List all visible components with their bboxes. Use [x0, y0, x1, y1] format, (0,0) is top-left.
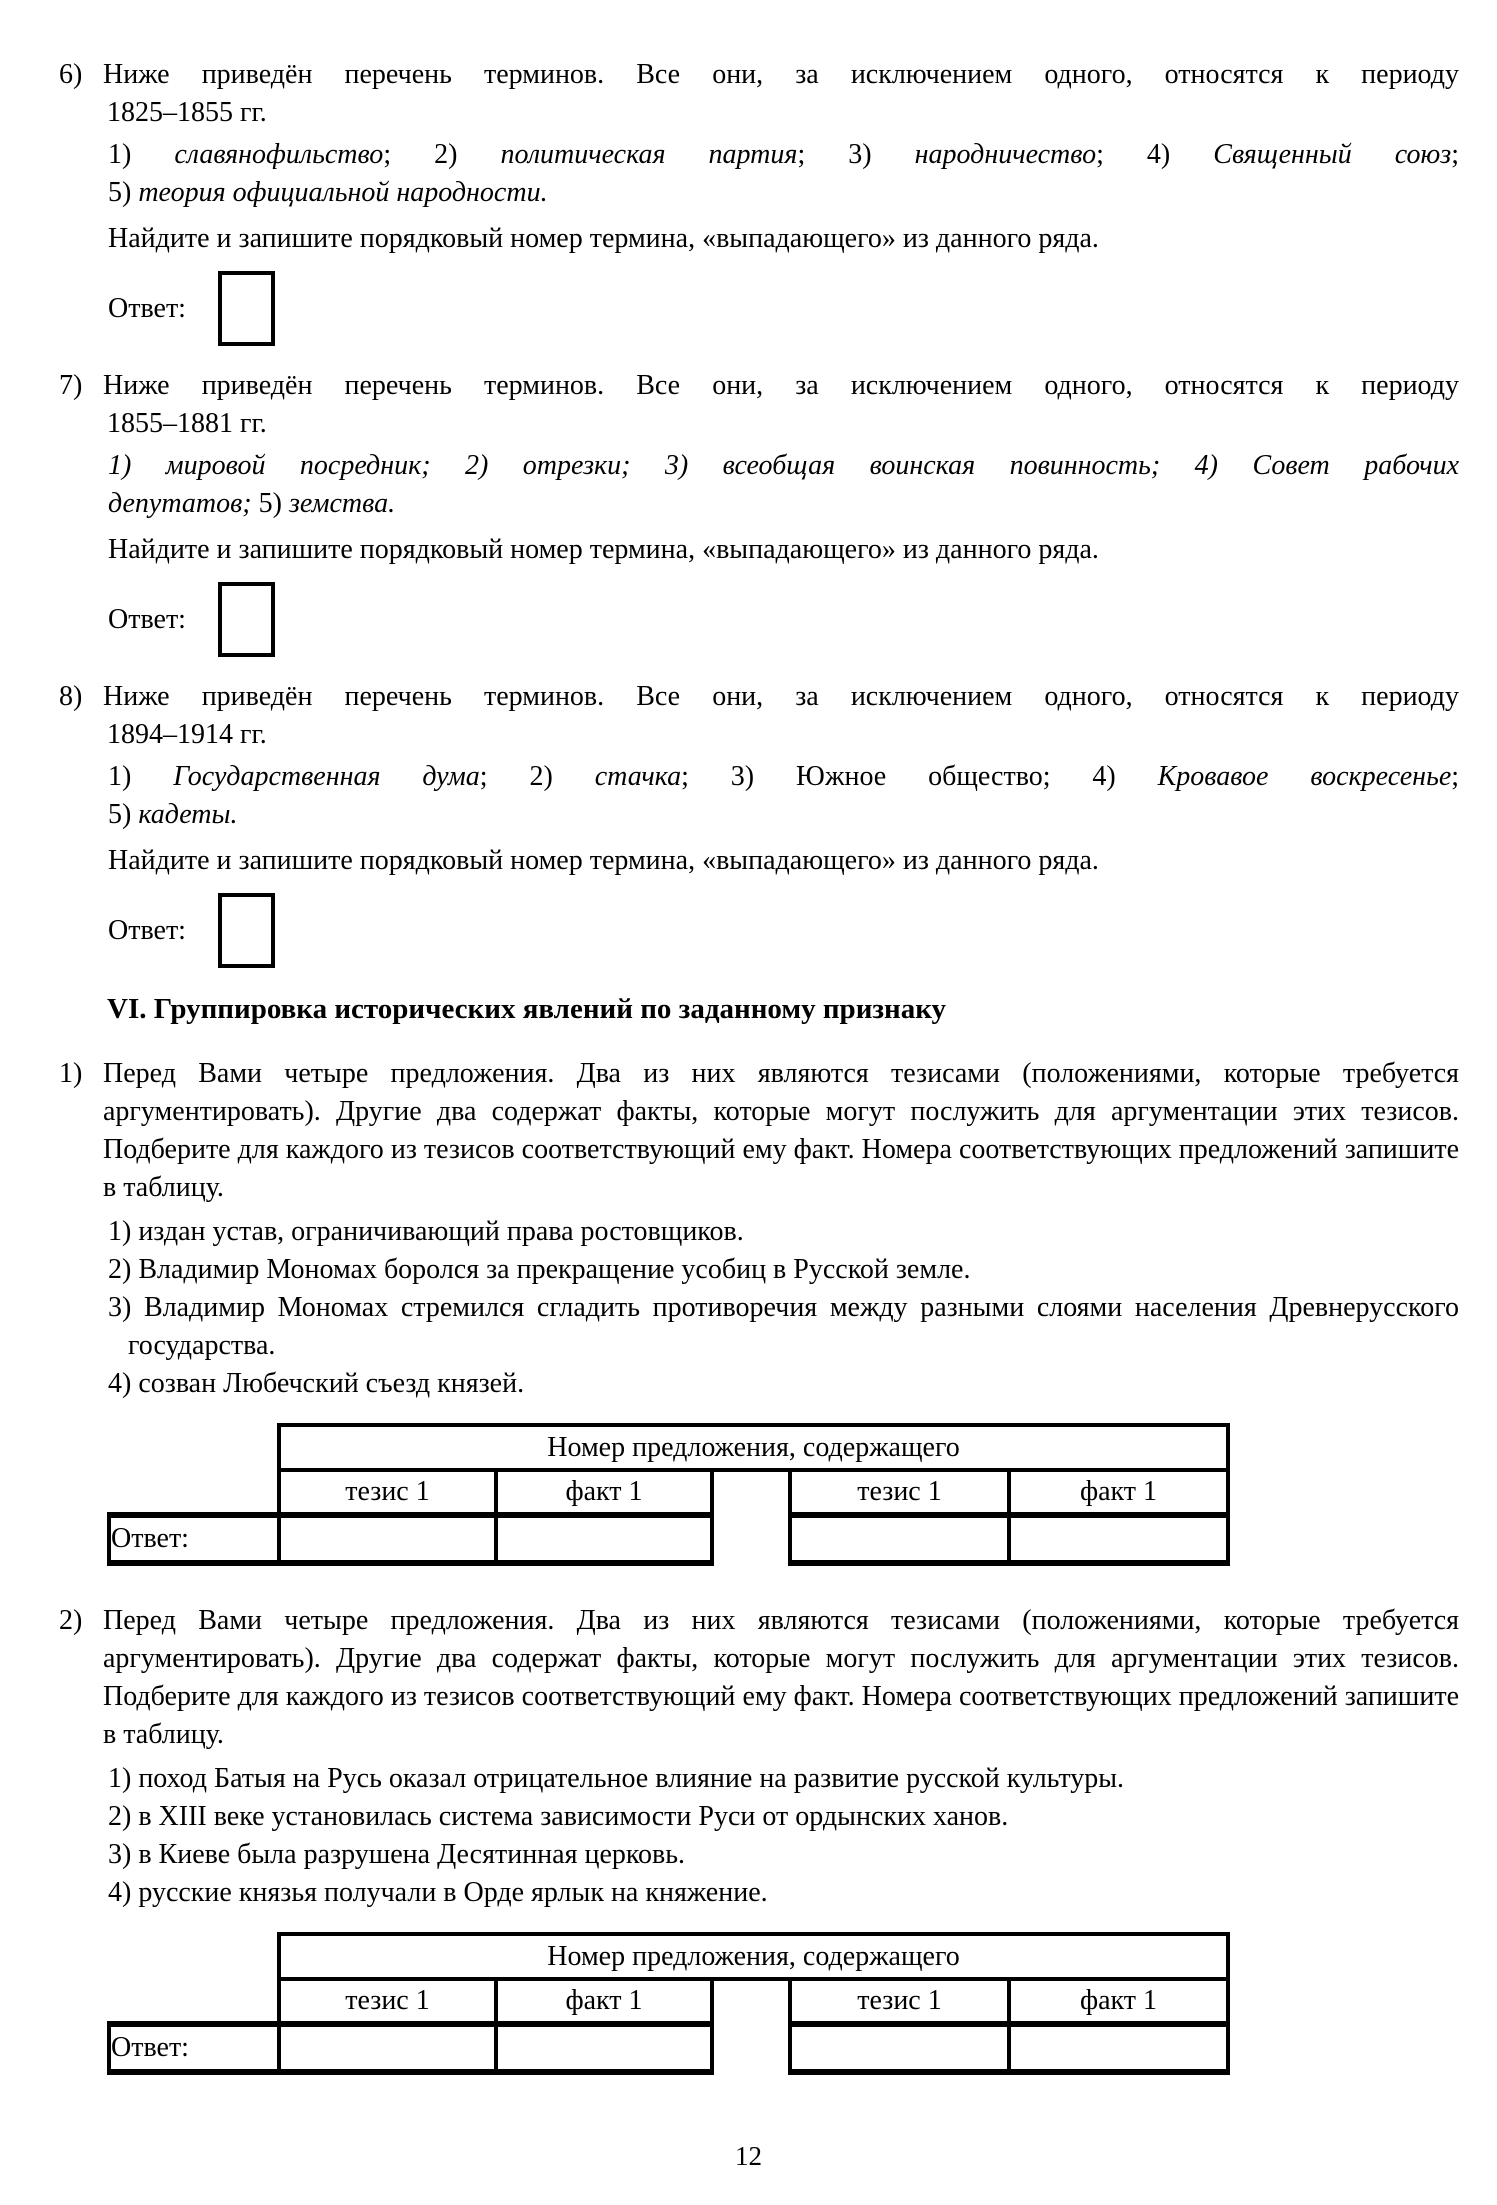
table-spacer — [109, 1470, 279, 1515]
question-period: 1825–1855 гг. — [107, 97, 267, 128]
term-italic: Кровавое воскресенье — [1157, 761, 1452, 792]
list-item: 4) созван Любечский съезд князей. — [108, 1368, 525, 1399]
table-spacer — [109, 1934, 279, 1979]
table-gap — [712, 1979, 790, 2024]
find-instruction: Найдите и запишите порядковый номер термина, «выпадающего» из данного ряда. — [108, 845, 1099, 876]
column-header-fact-2: факт 1 — [1009, 1979, 1228, 2024]
term-italic: славянофильство — [174, 139, 384, 170]
question-intro-text: Перед Вами четыре предложения. Два из них являются тезисами (положениями, которые требуется аргументировать). Другие два содержат факты, которые могут послужить для аргументации этих тезисов. Подберите для каждого из тезисов соответствующий ему факт. Номера соответствующих предложений запишите в таблицу. — [103, 1605, 1459, 1750]
term-italic: кадеты. — [138, 799, 238, 830]
find-instruction: Найдите и запишите порядковый номер термина, «выпадающего» из данного ряда. — [108, 223, 1099, 254]
question-2 — [59, 1602, 1459, 2075]
column-header-thesis-1: тезис 1 — [279, 1470, 496, 1515]
term-italic: стачка — [594, 761, 682, 792]
question-number: 7) — [59, 370, 83, 401]
term-number: ; — [383, 139, 435, 170]
answer-cell — [496, 2024, 712, 2072]
answer-label: Ответ: — [108, 603, 186, 635]
question-intro-text: Ниже приведён перечень терминов. Все они, за исключением одного, относятся к периоду — [103, 370, 1459, 401]
answer-label: Ответ: — [108, 292, 186, 324]
term-italic: народничество — [914, 139, 1097, 170]
column-header-fact-1: факт 1 — [496, 1979, 712, 2024]
question-intro-text: Перед Вами четыре предложения. Два из них являются тезисами (положениями, которые требуется аргументировать). Другие два содержат факты, которые могут послужить для аргументации этих тезисов. Подберите для каждого из тезисов соответствующий ему факт. Номера соответствующих предложений запишите в таблицу. — [103, 1058, 1459, 1203]
items-list — [108, 1760, 1459, 1912]
list-item: 4) русские князья получали в Орде ярлык на княжение. — [108, 1877, 768, 1908]
answer-cell — [790, 2024, 1009, 2072]
question-7 — [59, 367, 1459, 658]
answer-cell — [1009, 2024, 1228, 2072]
find-instruction: Найдите и запишите порядковый номер термина, «выпадающего» из данного ряда. — [108, 534, 1099, 565]
term-number: 3) — [848, 139, 915, 170]
list-item: 1) издан устав, ограничивающий права ростовщиков. — [108, 1216, 744, 1247]
terms-list — [108, 758, 1459, 834]
terms-line — [108, 485, 1459, 523]
question-number: 2) — [59, 1605, 83, 1636]
question-period: 1855–1881 гг. — [107, 408, 267, 439]
terms-line — [108, 174, 1459, 212]
term-italic: Государственная дума — [173, 761, 480, 792]
column-header-thesis-2: тезис 1 — [790, 1979, 1009, 2024]
answer-label: Ответ: — [108, 914, 186, 946]
table-header: Номер предложения, содержащего — [279, 1934, 1228, 1979]
term-number: 5) — [108, 177, 139, 208]
table-header: Номер предложения, содержащего — [279, 1425, 1228, 1470]
term-number: ; — [1096, 139, 1147, 170]
answer-cell — [279, 1515, 496, 1563]
column-header-fact-2: факт 1 — [1009, 1470, 1228, 1515]
question-intro — [59, 367, 1459, 405]
list-item: 1) поход Батыя на Русь оказал отрицательное влияние на развитие русской культуры. — [108, 1763, 1125, 1794]
answer-label: Ответ: — [109, 1515, 279, 1563]
question-intro — [59, 1602, 1459, 1754]
table-gap — [712, 2024, 790, 2072]
answer-cell — [496, 1515, 712, 1563]
answer-row — [108, 581, 1459, 658]
terms-line — [108, 796, 1459, 834]
term-number: 5) — [258, 488, 289, 519]
question-6 — [59, 56, 1459, 347]
term-number: ; — [1451, 761, 1460, 792]
page-number: 12 — [735, 2141, 762, 2171]
terms-line — [108, 136, 1459, 174]
answer-label: Ответ: — [109, 2024, 279, 2072]
question-period: 1894–1914 гг. — [107, 719, 267, 750]
answer-cell — [1009, 1515, 1228, 1563]
answer-row — [108, 270, 1459, 347]
question-1 — [59, 1055, 1459, 1566]
answer-table — [107, 1423, 1230, 1566]
question-intro — [59, 1055, 1459, 1207]
answer-table — [107, 1932, 1230, 2075]
term-number: 1) — [108, 761, 174, 792]
question-number: 8) — [59, 681, 83, 712]
term-number: 4) — [1146, 139, 1214, 170]
term-number: ; — [797, 139, 849, 170]
term-number: 2) — [434, 139, 501, 170]
term-number: 2) — [529, 761, 595, 792]
terms-line — [108, 758, 1459, 796]
section-heading: VI. Группировка исторических явлений по заданному признаку — [107, 993, 947, 1025]
answer-row — [108, 892, 1459, 969]
terms-list — [108, 447, 1459, 523]
question-number: 1) — [59, 1058, 83, 1089]
column-header-fact-1: факт 1 — [496, 1470, 712, 1515]
term-number: ; — [479, 761, 530, 792]
term-italic: 1) мировой посредник; 2) отрезки; 3) всеобщая воинская повинность; 4) Совет рабочих — [108, 450, 1459, 481]
terms-list — [108, 136, 1459, 212]
question-number: 6) — [59, 59, 83, 90]
question-8 — [59, 678, 1459, 969]
column-header-thesis-2: тезис 1 — [790, 1470, 1009, 1515]
column-header-thesis-1: тезис 1 — [279, 1979, 496, 2024]
list-item: 2) в XIII веке установилась система зависимости Руси от ордынских ханов. — [108, 1801, 1009, 1832]
term-number: ; — [681, 761, 731, 792]
table-gap — [712, 1515, 790, 1563]
table-gap — [712, 1470, 790, 1515]
list-item: 3) Владимир Мономах стремился сгладить противоречия между разными слоями населения Древнерусского государства. — [108, 1292, 1459, 1361]
term-italic: земства. — [288, 488, 396, 519]
term-number: ; — [1451, 139, 1459, 170]
answer-box — [218, 893, 275, 968]
table-spacer — [109, 1979, 279, 2024]
answer-cell — [790, 1515, 1009, 1563]
answer-cell — [279, 2024, 496, 2072]
term-number: 5) — [108, 799, 139, 830]
question-intro — [59, 56, 1459, 94]
table-spacer — [109, 1425, 279, 1470]
term-italic: политическая партия — [500, 139, 798, 170]
list-item: 3) в Киеве была разрушена Десятинная церковь. — [108, 1839, 686, 1870]
list-item: 2) Владимир Мономах боролся за прекращение усобиц в Русской земле. — [108, 1254, 971, 1285]
answer-box — [218, 271, 275, 346]
term-italic: Священный союз — [1213, 139, 1452, 170]
question-intro-text: Ниже приведён перечень терминов. Все они, за исключением одного, относятся к периоду — [103, 681, 1459, 712]
answer-box — [218, 582, 275, 657]
term-italic: депутатов; — [108, 488, 259, 519]
question-intro-text: Ниже приведён перечень терминов. Все они, за исключением одного, относятся к периоду — [103, 59, 1459, 90]
question-intro — [59, 678, 1459, 716]
terms-line — [108, 447, 1459, 485]
term-number: 1) — [108, 139, 175, 170]
term-number: 3) Южное общество; 4) — [730, 761, 1158, 792]
term-italic: теория официальной народности. — [138, 177, 548, 208]
items-list — [108, 1213, 1459, 1403]
